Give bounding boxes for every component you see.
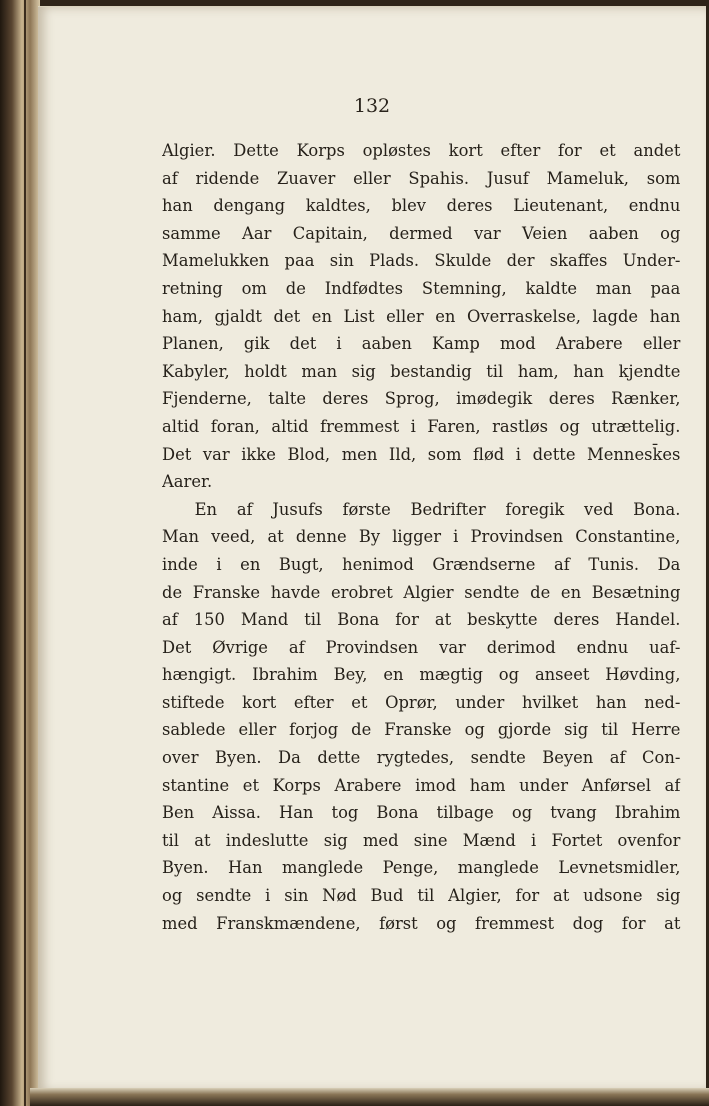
text-line: med Franskmændene, først og fremmest dog for at xyxy=(162,913,681,934)
text-line: Aarer. xyxy=(162,472,213,493)
text-line: over Byen. Da dette rygtedes, sendte Beyen af Con- xyxy=(162,748,681,769)
text-line: samme Aar Capitain, dermed var Veien aaben og xyxy=(162,223,681,244)
text-line: inde i en Bugt, henimod Grændserne af Tunis. Da xyxy=(162,554,681,575)
text-line: han dengang kaldtes, blev deres Lieutenant, endnu xyxy=(162,196,681,217)
text-line: hængigt. Ibrahim Bey, en mægtig og anseet Høvding, xyxy=(162,665,681,686)
text-line: En af Jusufs første Bedrifter foregik ved Bona. xyxy=(194,499,681,520)
text-line: Fjenderne, talte deres Sprog, imødegik deres Rænker, xyxy=(162,389,681,410)
text-line: stantine et Korps Arabere imod ham under Anførsel af xyxy=(162,775,681,796)
text-line: ham, gjaldt det en List eller en Overraskelse, lagde han xyxy=(162,306,681,327)
text-line: Det var ikke Blod, men Ild, som flød i dette Mennesk̄es xyxy=(162,444,681,465)
text-line: af 150 Mand til Bona for at beskytte deres Handel. xyxy=(162,610,681,631)
text-line: Planen, gik det i aaben Kamp mod Arabere eller xyxy=(162,334,681,355)
text-line: og sendte i sin Nød Bud til Algier, for at udsone sig xyxy=(162,886,681,907)
binding-crease xyxy=(24,0,26,1106)
text-line: Mamelukken paa sin Plads. Skulde der skaffes Under- xyxy=(162,251,681,272)
text-line: de Franske havde erobret Algier sendte de en Besætning xyxy=(162,582,681,603)
text-line: Ben Aissa. Han tog Bona tilbage og tvang Ibrahim xyxy=(162,803,681,824)
text-line: Kabyler, holdt man sig bestandig til ham, han kjendte xyxy=(162,361,681,382)
page-paper xyxy=(38,6,706,1091)
book-spine xyxy=(0,0,40,1106)
text-line: stiftede kort efter et Oprør, under hvilket han ned- xyxy=(162,692,681,713)
text-line: af ridende Zuaver eller Spahis. Jusuf Mameluk, som xyxy=(162,168,681,189)
text-line: altid foran, altid fremmest i Faren, rastløs og utrættelig. xyxy=(162,416,681,437)
body-text xyxy=(162,138,680,938)
text-line: retning om de Indfødtes Stemning, kaldte man paa xyxy=(162,278,681,299)
page-bottom-edge xyxy=(30,1088,709,1106)
page-number: 132 xyxy=(353,95,391,117)
text-line: Byen. Han manglede Penge, manglede Levnetsmidler, xyxy=(162,858,681,879)
text-line: Man veed, at denne By ligger i Provindsen Constantine, xyxy=(162,527,681,548)
text-line: til at indeslutte sig med sine Mænd i Fortet ovenfor xyxy=(162,830,681,851)
text-line: sablede eller forjog de Franske og gjorde sig til Herre xyxy=(162,720,681,741)
text-line: Det Øvrige af Provindsen var derimod endnu uaf- xyxy=(162,637,681,658)
text-line: Algier. Dette Korps opløstes kort efter for et andet xyxy=(162,141,681,161)
